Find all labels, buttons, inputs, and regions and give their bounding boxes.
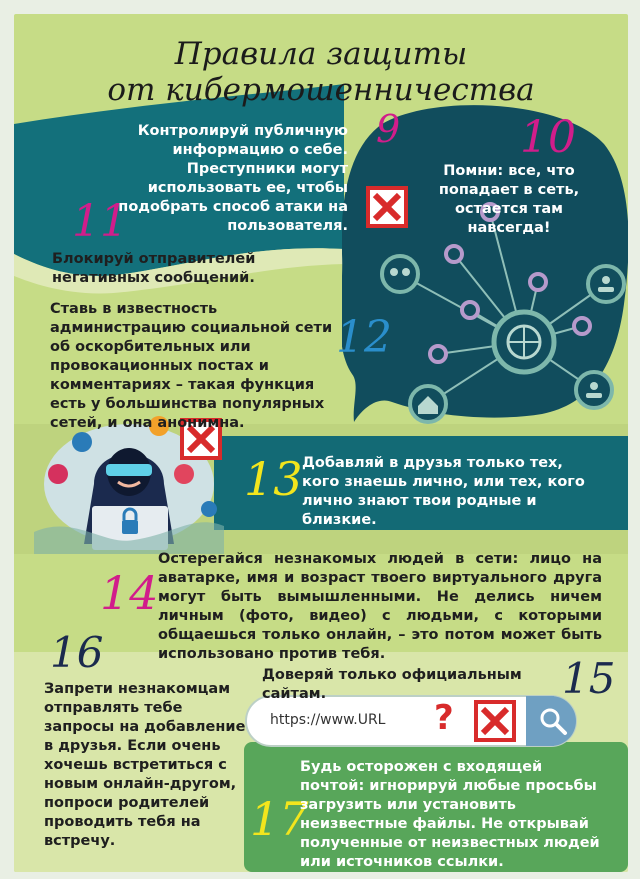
tip-12-number: 12 — [336, 312, 392, 363]
tip-16-number: 16 — [50, 628, 104, 677]
tip-17-number: 17 — [250, 792, 309, 846]
tip-9-number: 9 — [376, 107, 401, 151]
tip-16-text: Запрети незнакомцам отправлять тебе запросы на добавление в друзья. Если очень хочешь встретиться с новым онлайн-другом, попроси родителей проводить тебя на встречу. — [44, 681, 246, 849]
tip-15-number: 15 — [562, 654, 616, 703]
tip-15-text: Доверяй только официальным сайтам. — [262, 667, 522, 702]
blocked-x-icon — [366, 186, 408, 228]
blocked-x-icon — [474, 700, 516, 742]
tip-10-number: 10 — [520, 112, 576, 163]
tip-14-text: Остерегайся незнакомых людей в сети: лицо на аватарке, имя и возраст твоего виртуального друга могут быть вымышленными. Не делись ничем личным (фото, видео) с людьми, с которыми общаешься только онлайн, – это потом может быть использовано против тебя. — [158, 551, 602, 662]
tip-9-text: Контролируй публичную информацию о себе. Преступники могут использовать ее, чтобы подобрать способ атаки на пользователя. — [118, 123, 348, 234]
tip-11-number: 11 — [72, 196, 128, 247]
infographic-poster — [14, 14, 628, 872]
tip-13-text: Добавляй в друзья только тех, кого знаешь лично, или тех, кого лично знают твои родные и близкие. — [302, 455, 585, 528]
page-title-line1: Правила защиты — [174, 36, 468, 72]
tip-13-number: 13 — [244, 452, 303, 506]
tip-12-text: Ставь в известность администрацию социальной сети об оскорбительных или провокационных постах и комментариях – такая функция есть у большинства популярных сетей, и она анонимна. — [50, 301, 333, 431]
tip-11-text: Блокируй отправителей негативных сообщений. — [52, 251, 256, 286]
tip-10-text: Помни: все, что попадает в сеть, остается там навсегда! — [438, 163, 580, 236]
search-icon[interactable] — [536, 704, 570, 738]
speech-bubble-network — [342, 104, 628, 424]
page-title-line2: от кибермошенничества — [107, 72, 535, 108]
tip-14-number: 14 — [100, 566, 159, 620]
question-mark-icon: ? — [434, 698, 454, 738]
url-bar-address[interactable]: https://www.URL — [270, 712, 386, 728]
tip-17-text: Будь осторожен с входящей почтой: игнорируй любые просьбы загрузить или установить неизвестные файлы. Не открывай полученные от неизвестных людей или источников ссылки. — [300, 759, 600, 870]
